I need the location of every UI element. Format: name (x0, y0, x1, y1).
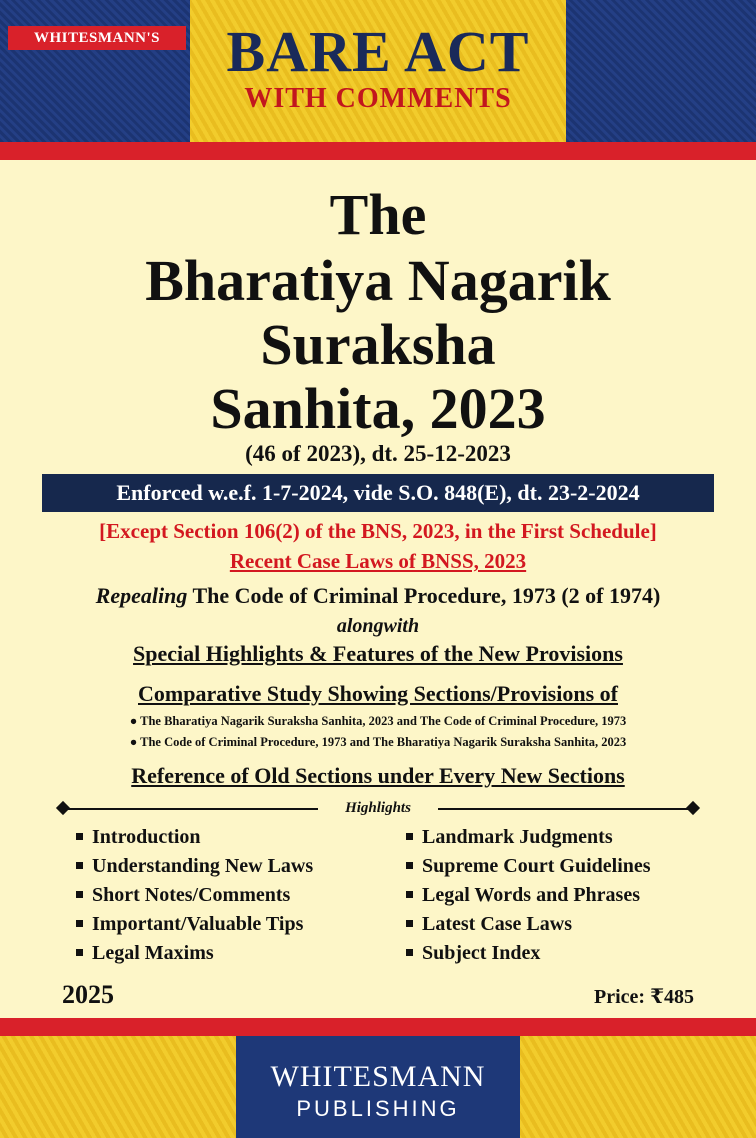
title-line-3: Suraksha (260, 312, 496, 377)
bullet-icon (406, 949, 413, 956)
enforced-banner: Enforced w.e.f. 1-7-2024, vide S.O. 848(E), dt. 23-2-2024 (42, 474, 714, 512)
highlight-label: Latest Case Laws (422, 913, 572, 935)
top-left-texture (0, 0, 190, 142)
reference-line (0, 762, 756, 790)
bullet-icon (76, 833, 83, 840)
highlight-item-left-5 (76, 940, 214, 966)
highlight-label: Understanding New Laws (92, 855, 314, 877)
highlight-label: Legal Maxims (92, 942, 214, 964)
edition-year: 2025 (62, 980, 114, 1009)
highlight-label: Legal Words and Phrases (422, 884, 640, 906)
highlight-label: Short Notes/Comments (92, 884, 291, 906)
highlight-item-right-4 (406, 911, 572, 937)
highlight-label: Subject Index (422, 942, 541, 964)
bottom-red-bar (0, 1018, 756, 1036)
title-line-4: Sanhita, 2023 (210, 376, 546, 441)
series-subtitle: WITH COMMENTS (244, 83, 512, 114)
repealing-line (0, 582, 756, 610)
bullet-icon (406, 920, 413, 927)
highlight-item-right-5 (406, 940, 540, 966)
highlight-item-left-2 (76, 853, 313, 879)
highlight-label: Introduction (92, 826, 201, 848)
bullet-icon (406, 862, 413, 869)
divider-left-line (64, 808, 318, 810)
brand-tag: WHITESMANN'S (8, 26, 186, 50)
recent-case-laws-text: Recent Case Laws of BNSS, 2023 (229, 549, 527, 573)
top-right-texture (566, 0, 756, 142)
bullet-icon (76, 891, 83, 898)
price: Price: ₹485 (594, 986, 694, 1008)
repealing-text: The Code of Criminal Procedure, 1973 (2 of 1974) (187, 583, 661, 608)
comparative-title-text: Comparative Study Showing Sections/Provisions of (138, 681, 618, 706)
bullet-icon (76, 949, 83, 956)
highlight-item-right-3 (406, 882, 640, 908)
divider-right-line (438, 808, 694, 810)
highlight-label: Important/Valuable Tips (92, 913, 304, 935)
highlight-label: Supreme Court Guidelines (422, 855, 651, 877)
divider-right-diamond (686, 801, 700, 815)
comparative-item-1: ● The Bharatiya Nagarik Suraksha Sanhita, 2023 and The Code of Criminal Procedure, 1973 (129, 714, 627, 728)
highlight-item-left-1 (76, 824, 201, 850)
title-line-1: The (329, 182, 427, 247)
publisher-logo-sub: PUBLISHING (296, 1096, 460, 1121)
repealing-word: Repealing (95, 583, 188, 608)
highlight-item-right-1 (406, 824, 613, 850)
reference-text: Reference of Old Sections under Every New Sections (131, 763, 625, 788)
alongwith-text: alongwith (336, 615, 420, 637)
highlight-item-left-3 (76, 882, 290, 908)
highlight-item-right-2 (406, 853, 651, 879)
highlights-label: Highlights (345, 800, 411, 816)
bullet-icon (406, 891, 413, 898)
series-title: BARE ACT (226, 19, 530, 84)
special-highlights (0, 640, 756, 668)
bullet-icon (406, 833, 413, 840)
bullet-icon (76, 920, 83, 927)
bullet-icon (76, 862, 83, 869)
top-red-bar (0, 142, 756, 160)
comparative-item-2: ● The Code of Criminal Procedure, 1973 and The Bharatiya Nagarik Suraksha Sanhita, 2023 (129, 735, 627, 749)
except-note: [Except Section 106(2) of the BNS, 2023, in the First Schedule] (99, 519, 657, 543)
highlight-item-left-4 (76, 911, 303, 937)
publisher-logo-name: WHITESMANN (270, 1060, 486, 1093)
recent-case-laws (0, 548, 756, 574)
comparative-title (0, 680, 756, 708)
act-number: (46 of 2023), dt. 25-12-2023 (245, 441, 511, 466)
special-highlights-text: Special Highlights & Features of the New Provisions (133, 641, 623, 666)
title-line-2: Bharatiya Nagarik (145, 248, 611, 313)
highlight-label: Landmark Judgments (422, 826, 613, 848)
